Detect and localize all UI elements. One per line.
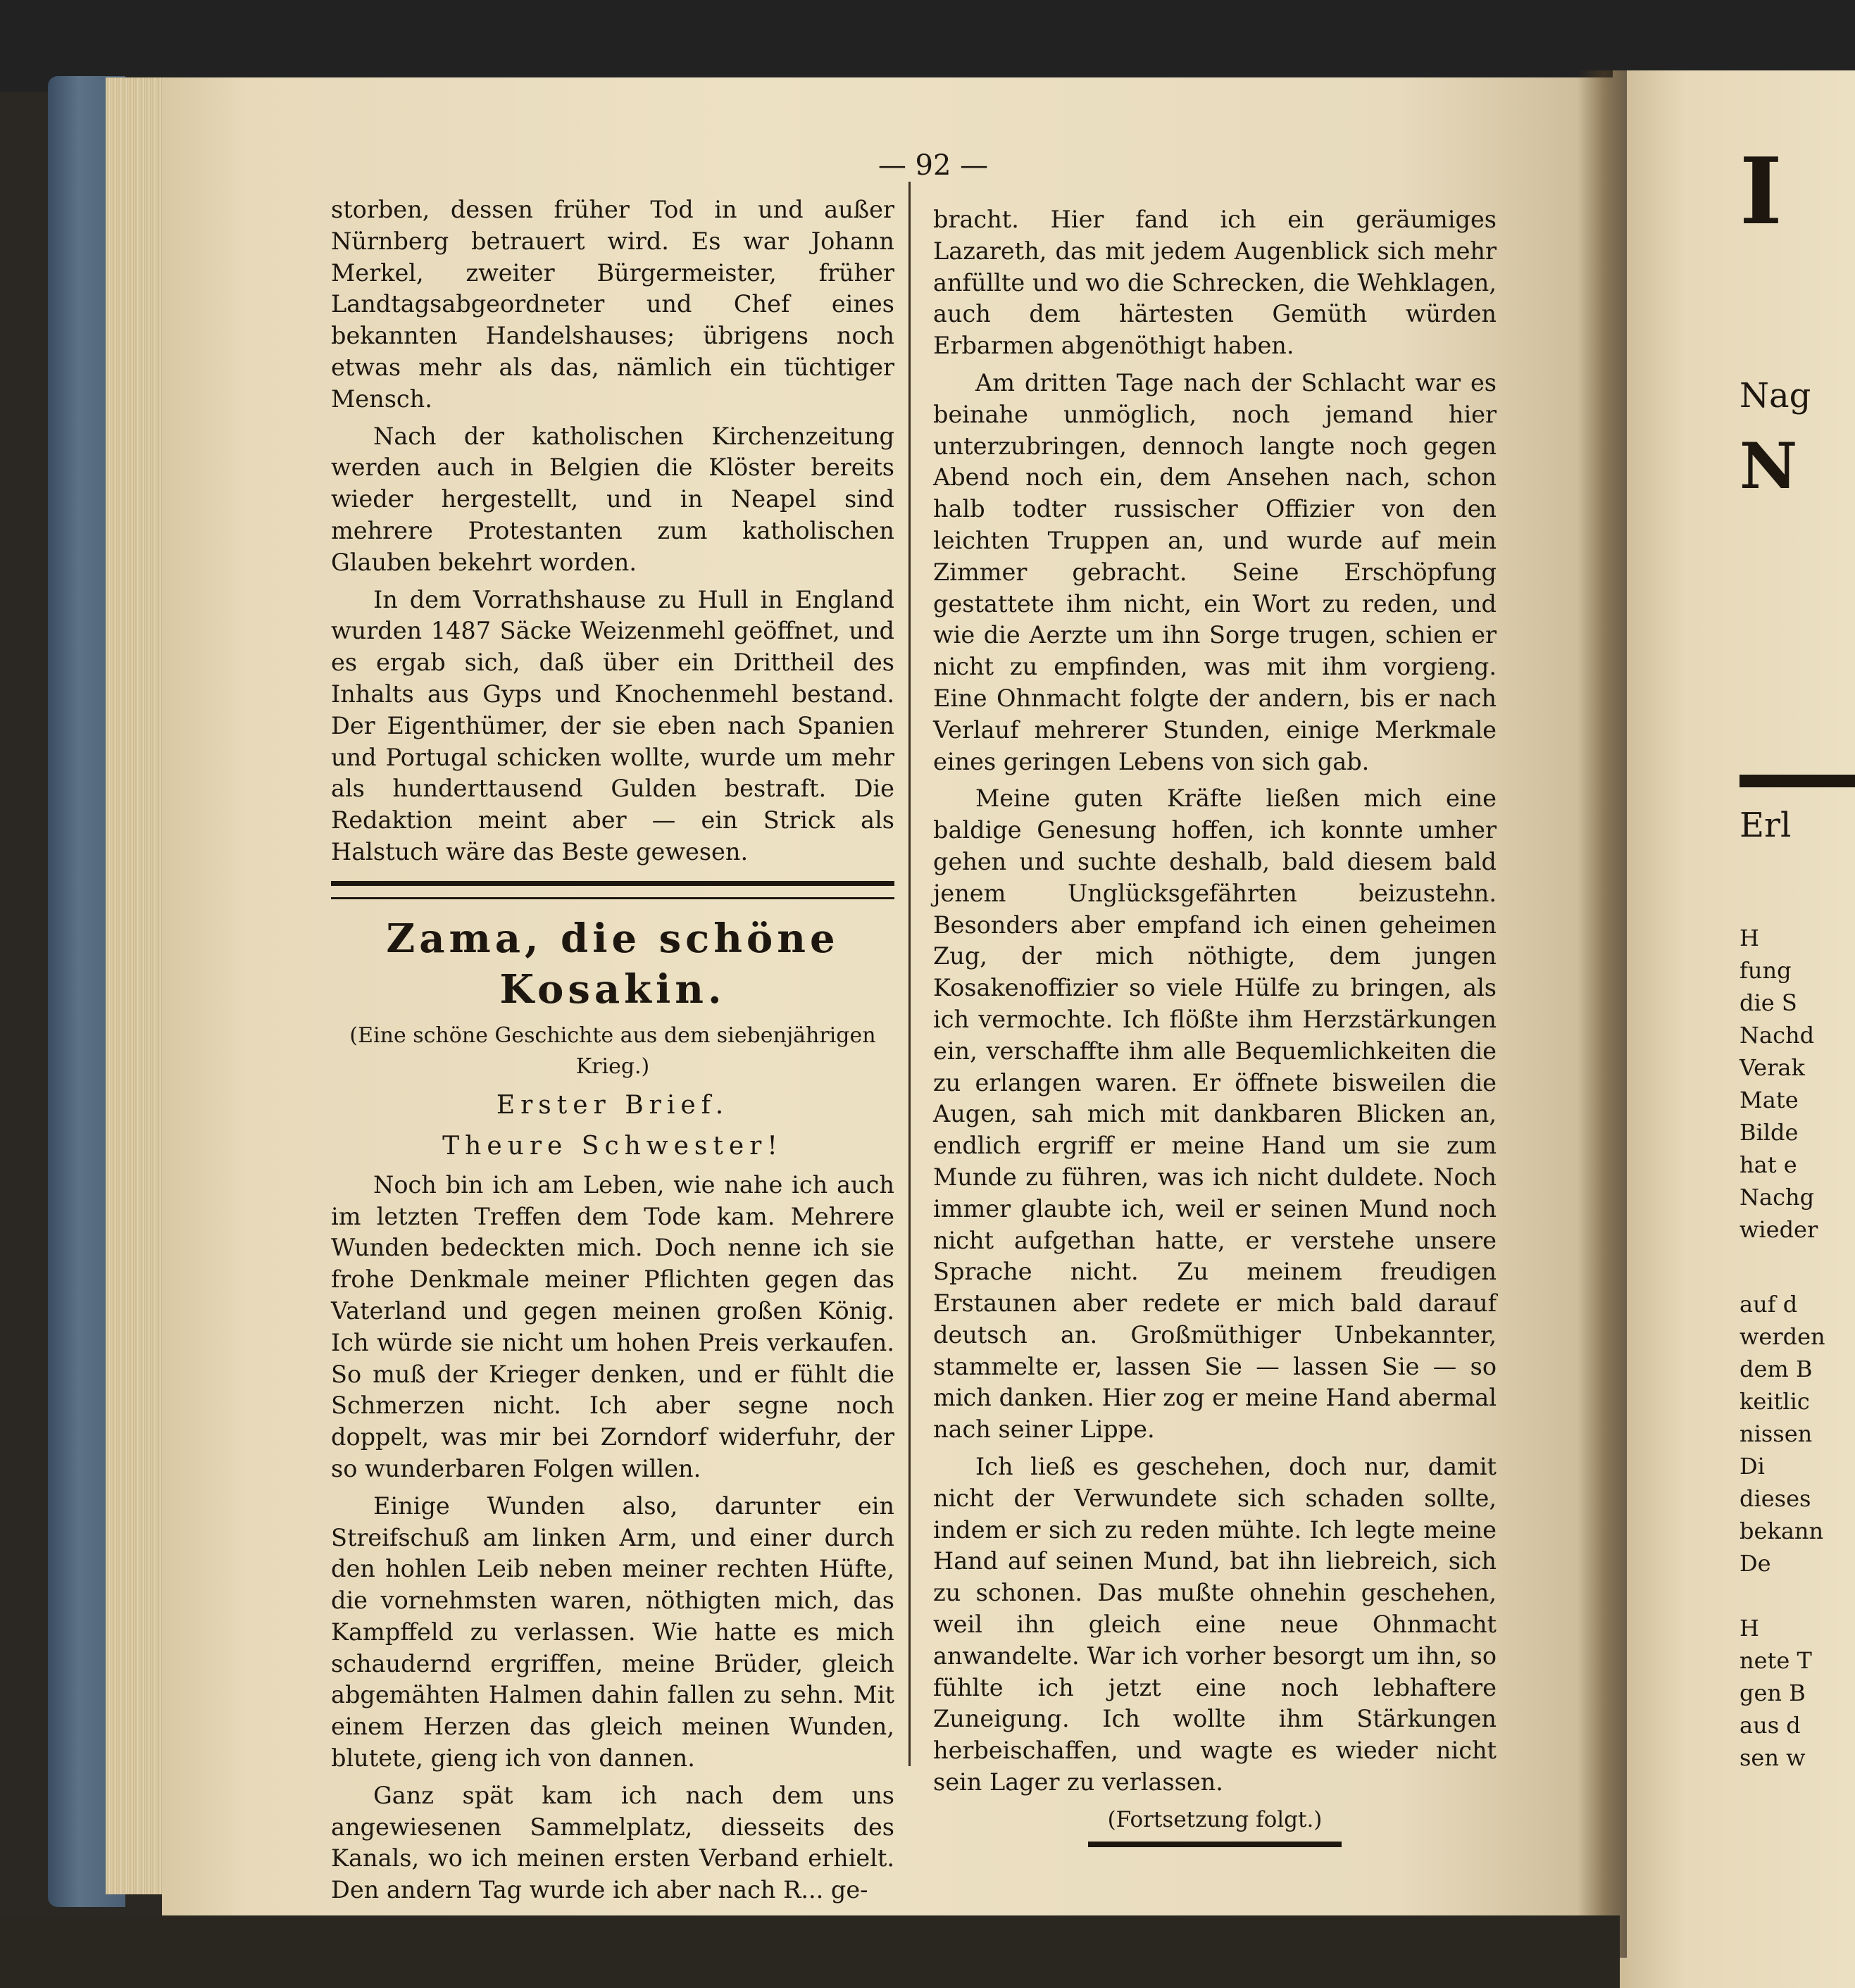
fragment-line: dem B bbox=[1740, 1356, 1813, 1382]
fragment-line: die S bbox=[1740, 989, 1797, 1016]
next-page-fragments bbox=[1740, 0, 1855, 1988]
fragment-line: Nachg bbox=[1740, 1184, 1815, 1211]
fragment-line: auf d bbox=[1740, 1291, 1798, 1318]
story-title: Zama, die schöne Kosakin. bbox=[386, 915, 839, 1013]
salutation: Theure Schwester! bbox=[442, 1131, 783, 1161]
fragment-line: nete T bbox=[1740, 1647, 1812, 1674]
letter-paragraph: Einige Wunden also, darunter ein Streifschuß am linken Arm, und einer durch den hohlen Leib neben meiner rechten Hüfte, die vornehmsten waren, nöthigten mich, das Kampffeld zu verlassen. Wie hatte es mich schaudernd ergriffen, meine Brüder, gleich abgemähten Halmen dahin fallen zu sehn. Mit einem Herzen das gleich meinen Wunden, blutete, gieng ich von dannen. bbox=[331, 1492, 894, 1773]
news-paragraph: storben, dessen früher Tod in und außer Nürnberg betrauert wird. Es war Johann Merkel, zweiter Bürgermeister, früher Landtagsabgeordneter und Chef eines bekannten Handelshauses; übrigens noch etwas mehr als das, nämlich ein tüchtiger Mensch. bbox=[331, 196, 894, 413]
fragment-line: gen B bbox=[1740, 1680, 1806, 1706]
fragment-line: Nag bbox=[1740, 376, 1811, 415]
fragment-line: Mate bbox=[1740, 1087, 1799, 1113]
end-rule bbox=[1088, 1842, 1342, 1847]
letter-paragraph: bracht. Hier fand ich ein geräumiges Lazareth, das mit jedem Augenblick sich mehr anfüllte und wo die Schrecken, die Wehklagen, auch dem härtesten Gemüth würden Erbarmen abgenöthigt haben. bbox=[933, 206, 1497, 360]
fragment-line: H bbox=[1740, 925, 1759, 951]
letter-paragraph: Meine guten Kräfte ließen mich eine baldige Genesung hoffen, ich konnte umher gehen und suchte deshalb, bald diesem bald jenem Unglücksgefährten beizustehn. Besonders aber empfand ich einen geheimen Zug, der mich nöthigte, dem jungen Kosakenoffizier so viele Hülfe zu bringen, als ich vermochte. Ich flößte ihm Herzstärkungen ein, verschaffte ihm alle Bequemlichkeiten die zu erlangen waren. Er öffnete bisweilen die Augen, sah mich mit dankbaren Blicken an, endlich ergriff er meine Hand um sie zum Munde zu führen, was ich nicht duldete. Noch immer glaubte ich, weil er seinen Mund noch nicht aufgethan hatte, er verstehe unsere Sprache nicht. Zu meinem freudigen Erstaunen aber redete er mich bald darauf deutsch an. Großmüthiger Unbekannter, stammelte er, lassen Sie — lassen Sie — so mich danken. Hier zog er meine Hand abermal nach seiner Lippe. bbox=[933, 784, 1497, 1444]
spine-shadow bbox=[1578, 70, 1627, 1958]
letter-paragraph: Noch bin ich am Leben, wie nahe ich auch im letzten Treffen dem Tode kam. Mehrere Wunden bedeckten mich. Doch nenne ich sie frohe Denkmale meiner Pflichten gegen das Vaterland und gegen meinen großen König. Ich würde sie nicht um hohen Preis verkaufen. So muß der Krieger denken, und er fühlt die Schmerzen nicht. Ich aber segne noch doppelt, was mir bei Zorndorf widerfuhr, der so wunderbaren Folgen willen. bbox=[331, 1170, 894, 1482]
letter-heading: Erster Brief. bbox=[496, 1090, 730, 1120]
background-bottom bbox=[0, 1915, 1620, 1988]
left-column bbox=[331, 194, 894, 1912]
fragment-line: H bbox=[1740, 1615, 1759, 1642]
fragment-line: werden bbox=[1740, 1323, 1825, 1350]
fragment-line: sen w bbox=[1740, 1744, 1806, 1771]
letter-paragraph: Ich ließ es geschehen, doch nur, damit nicht der Verwundete sich schaden sollte, indem er sich zu reden mühte. Ich legte meine Hand auf seinen Mund, bat ihn liebreich, sich zu schonen. Das mußte ohnehin geschehen, weil ihn gleich eine neue Ohnmacht anwandelte. War ich vorher besorgt um ihn, so fühlte ich jetzt eine noch lebhaftere Zuneigung. Ich wollte ihm Stärkungen herbeischaffen, und wagte es wieder nicht sein Lager zu verlassen. bbox=[933, 1453, 1497, 1796]
fragment-line: Bilde bbox=[1740, 1119, 1799, 1146]
fragment-line: N bbox=[1740, 429, 1798, 504]
fragment-line: Verak bbox=[1740, 1054, 1805, 1081]
letter-paragraph: Am dritten Tage nach der Schlacht war es beinahe unmöglich, noch jemand hier unterzubringen, dennoch langte noch gegen Abend noch ein, dem Ansehen nach, schon halb todter russischer Offizier von den leichten Truppen an, und wurde auf mein Zimmer gebracht. Seine Erschöpfung gestattete ihm nicht, ein Wort zu reden, und wie die Aerzte um ihn Sorge trugen, schien er nicht zu empfinden, was mit ihm vorgieng. Eine Ohnmacht folgte der andern, bis er nach Verlauf mehrerer Stunden, einige Merkmale eines geringen Lebens von sich gab. bbox=[933, 368, 1497, 775]
fragment-line: Nachd bbox=[1740, 1022, 1815, 1049]
fragment-line: nissen bbox=[1740, 1420, 1813, 1447]
right-column bbox=[933, 204, 1497, 1847]
heading-bar bbox=[1740, 775, 1855, 787]
story-subtitle: (Eine schöne Geschichte aus dem siebenjährigen Krieg.) bbox=[349, 1023, 876, 1079]
section-rule bbox=[331, 881, 894, 899]
letter-paragraph: Ganz spät kam ich nach dem uns angewiesenen Sammelplatz, diesseits des Kanals, wo ich meinen ersten Verband erhielt. Den andern Tag wurde ich aber nach R... ge- bbox=[331, 1781, 894, 1904]
column-divider bbox=[908, 182, 911, 1766]
fragment-line: keitlic bbox=[1740, 1388, 1810, 1415]
fragment-line: De bbox=[1740, 1550, 1771, 1577]
news-paragraph: In dem Vorrathshause zu Hull in England wurden 1487 Säcke Weizenmehl geöffnet, und es ergab sich, daß über ein Drittheil des Inhalts aus Gyps und Knochenmehl bestand. Der Eigenthümer, der sie eben nach Spanien und Portugal schicken wollte, wurde um mehr als hunderttausend Gulden bestraft. Die Redaktion meint aber — ein Strick als Halstuch wäre das Beste gewesen. bbox=[331, 585, 894, 865]
fragment-heading: Erl bbox=[1740, 806, 1792, 845]
news-paragraph: Nach der katholischen Kirchenzeitung werden auch in Belgien die Klöster bereits wieder hergestellt, und in Neapel sind mehrere Protestanten zum katholischen Glauben bekehrt worden. bbox=[331, 422, 894, 576]
fragment-line: aus d bbox=[1740, 1712, 1801, 1739]
big-initial: I bbox=[1740, 137, 1782, 245]
fragment-line: dieses bbox=[1740, 1485, 1811, 1512]
fragment-line: hat e bbox=[1740, 1151, 1797, 1178]
fragment-line: fung bbox=[1740, 957, 1792, 984]
continued-note: (Fortsetzung folgt.) bbox=[1107, 1806, 1323, 1832]
fragment-line: wieder bbox=[1740, 1216, 1818, 1243]
page-number: — 92 — bbox=[877, 149, 989, 182]
fragment-line: bekann bbox=[1740, 1518, 1824, 1544]
fragment-line: Di bbox=[1740, 1453, 1765, 1480]
